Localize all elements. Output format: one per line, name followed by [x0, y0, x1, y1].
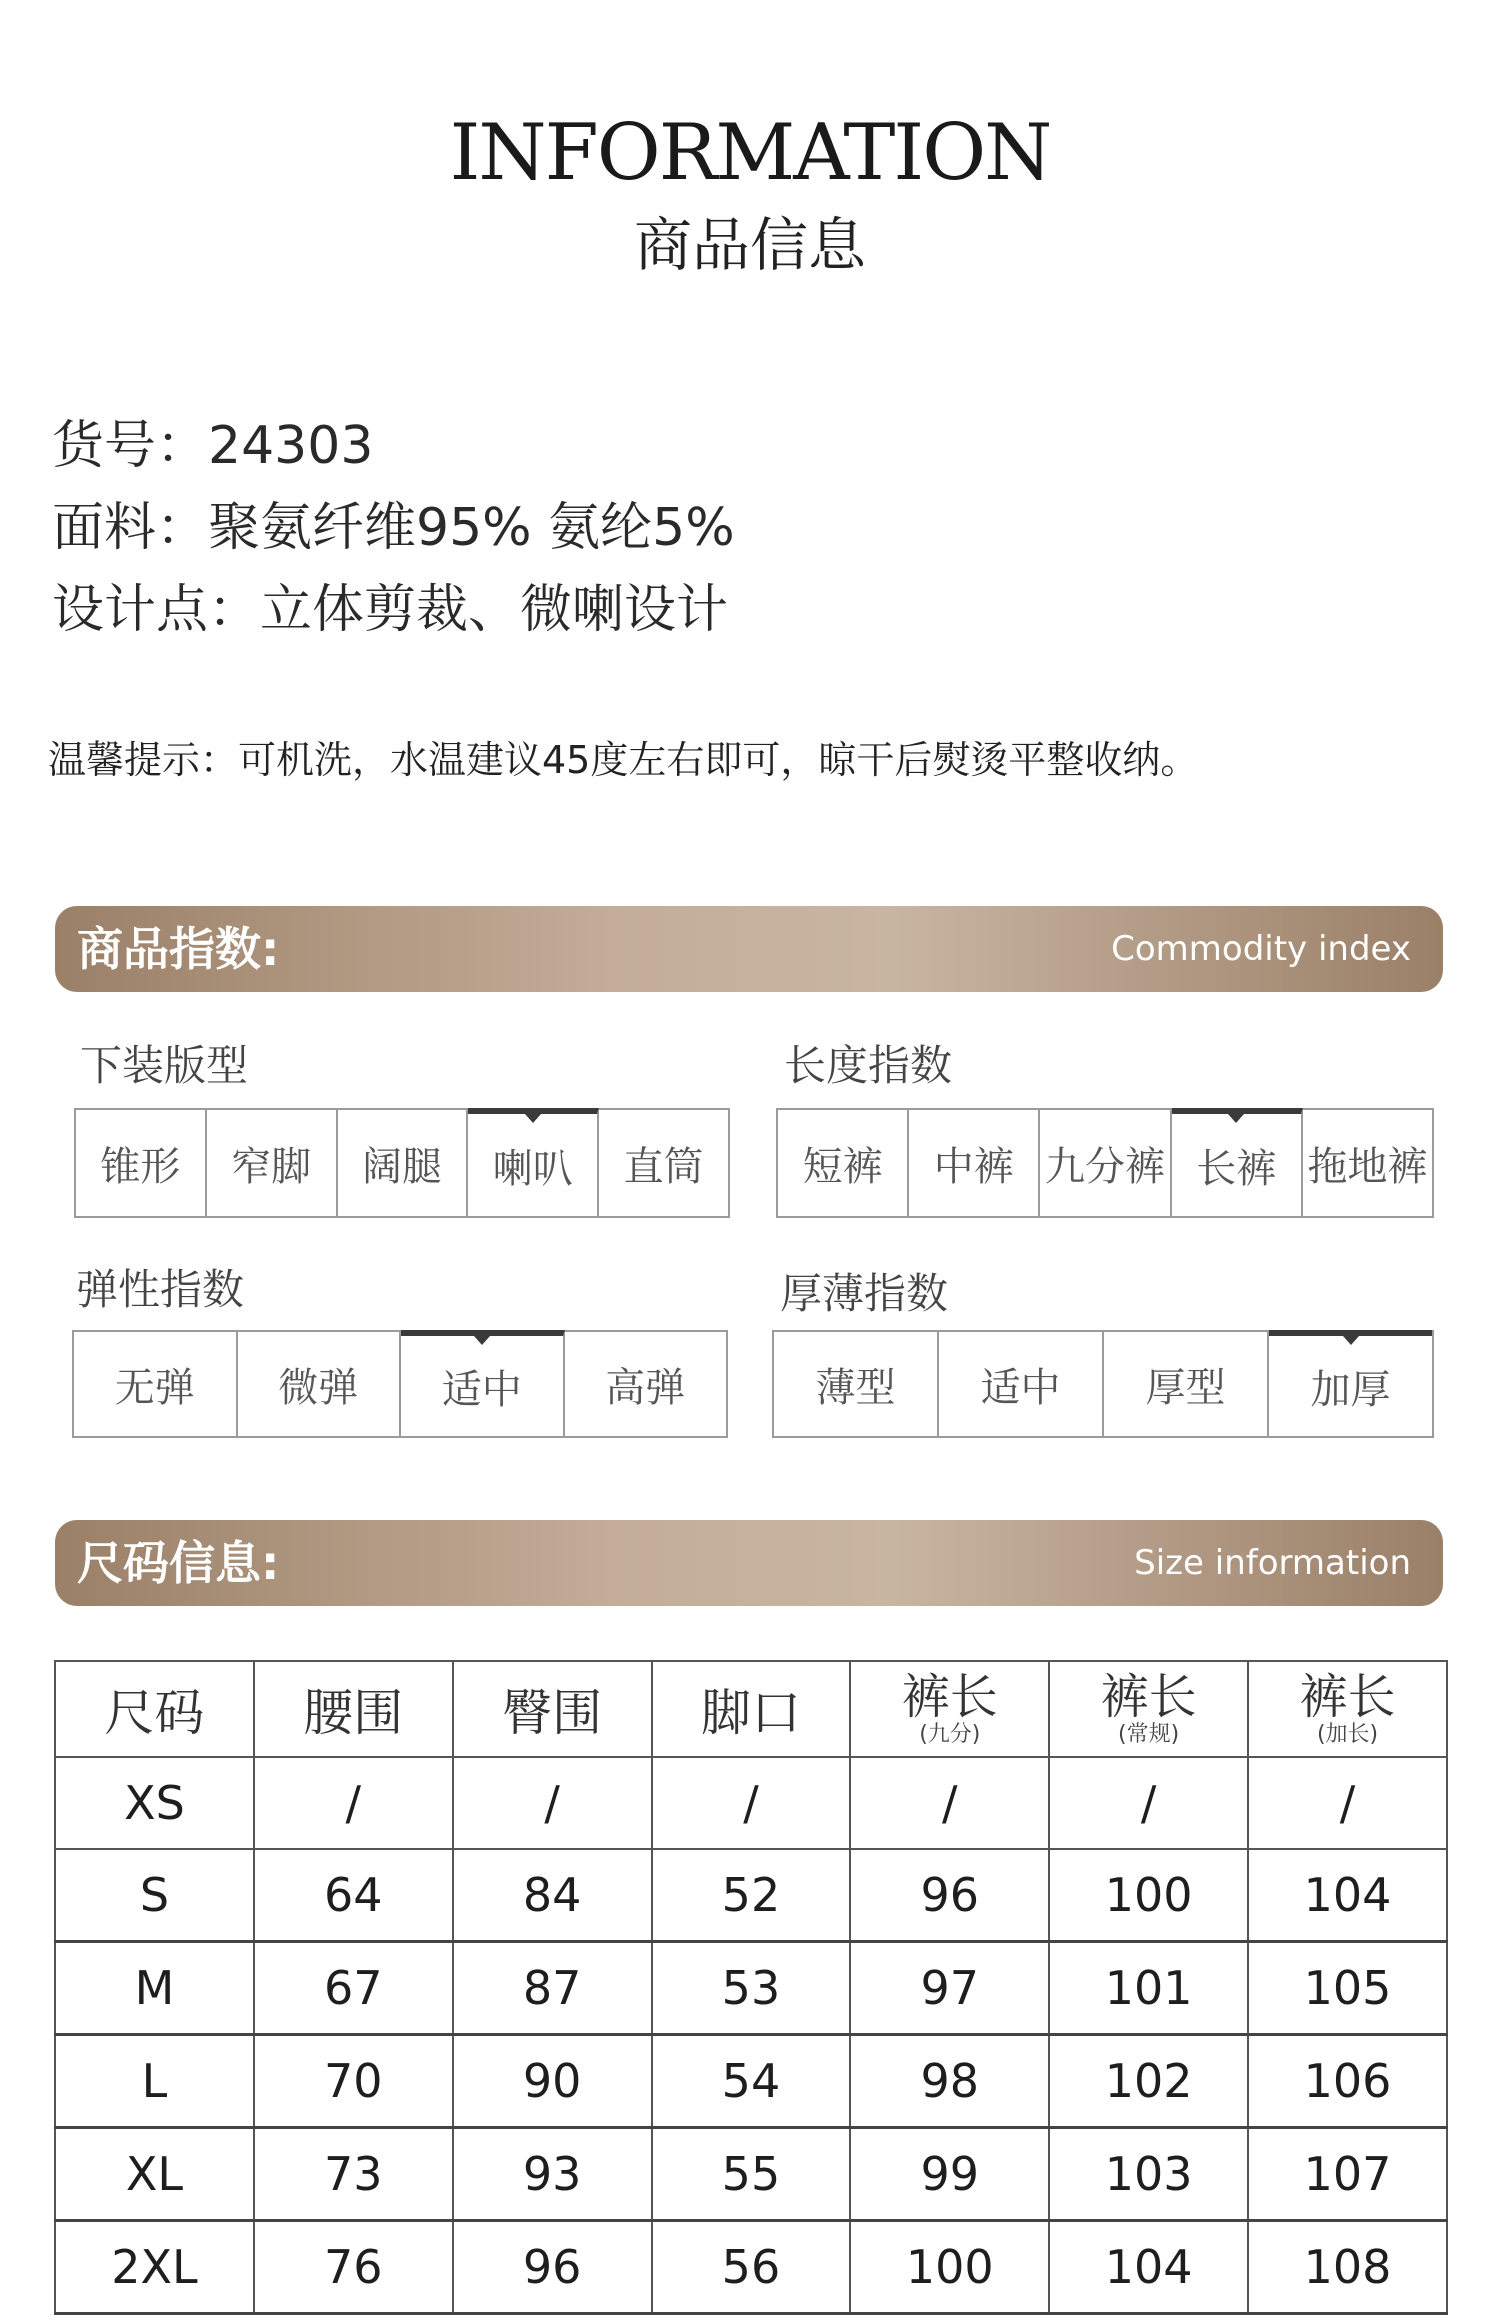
header-hip: 臀围 — [453, 1661, 652, 1757]
group-label-fit: 下装版型 — [80, 1041, 249, 1090]
group-label-thickness: 厚薄指数 — [780, 1269, 949, 1318]
fabric-info: 面料：聚氨纤维95% 氨纶5% — [52, 498, 735, 558]
option-narrow: 窄脚 — [207, 1110, 338, 1216]
size-info-subtitle: Size information — [1134, 1543, 1411, 1583]
table-cell: XL — [55, 2128, 254, 2221]
fit-options — [74, 1108, 730, 1218]
table-row — [55, 1849, 1447, 1942]
care-tip: 温馨提示：可机洗，水温建议45度左右即可，晾干后熨烫平整收纳。 — [48, 738, 1199, 782]
table-cell: 99 — [850, 2128, 1049, 2221]
header-leg-opening: 脚口 — [652, 1661, 851, 1757]
table-cell: 105 — [1248, 1942, 1447, 2035]
table-cell: S — [55, 1849, 254, 1942]
commodity-index-title: 商品指数: — [77, 922, 280, 976]
table-cell: 103 — [1049, 2128, 1248, 2221]
table-cell: 108 — [1248, 2221, 1447, 2314]
table-cell: 104 — [1049, 2221, 1248, 2314]
table-cell: 64 — [254, 1849, 453, 1942]
design-info: 设计点：立体剪裁、微喇设计 — [52, 580, 729, 640]
table-row — [55, 1942, 1447, 2035]
table-cell: 73 — [254, 2128, 453, 2221]
table-cell: 98 — [850, 2035, 1049, 2128]
table-cell: XS — [55, 1757, 254, 1849]
page-title-en: INFORMATION — [449, 108, 1051, 198]
table-row — [55, 2035, 1447, 2128]
table-cell: 93 — [453, 2128, 652, 2221]
size-table — [54, 1660, 1448, 2315]
table-cell: / — [1248, 1757, 1447, 1849]
option-full-length: 长裤 — [1172, 1108, 1303, 1216]
table-cell: 101 — [1049, 1942, 1248, 2035]
table-cell: 76 — [254, 2221, 453, 2314]
option-medium-stretch: 适中 — [401, 1330, 565, 1436]
table-cell: 106 — [1248, 2035, 1447, 2128]
option-thick: 厚型 — [1104, 1332, 1269, 1436]
table-cell: 54 — [652, 2035, 851, 2128]
option-high-stretch: 高弹 — [605, 1364, 686, 1411]
table-cell: M — [55, 1942, 254, 2035]
group-label-length: 长度指数 — [784, 1041, 953, 1090]
table-cell: L — [55, 2035, 254, 2128]
elasticity-options — [72, 1330, 728, 1438]
item-number: 货号：24303 — [52, 416, 374, 476]
table-cell: / — [652, 1757, 851, 1849]
table-cell: 107 — [1248, 2128, 1447, 2221]
option-extra-thick: 加厚 — [1269, 1330, 1432, 1436]
option-slight-stretch: 微弹 — [238, 1332, 402, 1436]
header-length-regular: 裤长 (常规) — [1049, 1661, 1248, 1757]
page-title-cn: 商品信息 — [633, 211, 866, 279]
header-size: 尺码 — [55, 1661, 254, 1757]
table-cell: 96 — [850, 1849, 1049, 1942]
option-ankle: 九分裤 — [1040, 1110, 1171, 1216]
table-cell: 87 — [453, 1942, 652, 2035]
table-row — [55, 2128, 1447, 2221]
option-flare: 喇叭 — [468, 1108, 599, 1216]
option-shorts: 短裤 — [778, 1110, 909, 1216]
table-cell: 67 — [254, 1942, 453, 2035]
table-cell: 2XL — [55, 2221, 254, 2314]
table-row — [55, 2221, 1447, 2314]
table-cell: 100 — [1049, 1849, 1248, 1942]
table-cell: / — [453, 1757, 652, 1849]
length-options — [776, 1108, 1434, 1218]
option-tapered: 锥形 — [76, 1110, 207, 1216]
table-cell: 53 — [652, 1942, 851, 2035]
group-label-elasticity: 弹性指数 — [76, 1265, 245, 1314]
table-cell: / — [254, 1757, 453, 1849]
option-thin: 薄型 — [774, 1332, 939, 1436]
table-cell: / — [850, 1757, 1049, 1849]
option-wide-leg: 阔腿 — [338, 1110, 469, 1216]
header-length-long: 裤长 (加长) — [1248, 1661, 1447, 1757]
table-cell: 84 — [453, 1849, 652, 1942]
header-waist: 腰围 — [254, 1661, 453, 1757]
table-cell: 96 — [453, 2221, 652, 2314]
table-cell: 90 — [453, 2035, 652, 2128]
option-floor-length: 拖地裤 — [1307, 1143, 1428, 1190]
table-row — [55, 1757, 1447, 1849]
table-cell: 104 — [1248, 1849, 1447, 1942]
size-table-header — [55, 1661, 1447, 1757]
size-info-banner — [55, 1520, 1443, 1606]
table-cell: 52 — [652, 1849, 851, 1942]
header-length-ankle: 裤长 (九分) — [850, 1661, 1049, 1757]
commodity-index-banner — [55, 906, 1443, 992]
option-capri: 中裤 — [909, 1110, 1040, 1216]
table-cell: / — [1049, 1757, 1248, 1849]
commodity-index-subtitle: Commodity index — [1111, 929, 1411, 969]
option-medium: 适中 — [939, 1332, 1104, 1436]
table-cell: 55 — [652, 2128, 851, 2221]
table-cell: 56 — [652, 2221, 851, 2314]
option-no-stretch: 无弹 — [74, 1332, 238, 1436]
table-cell: 97 — [850, 1942, 1049, 2035]
size-info-title: 尺码信息: — [77, 1536, 280, 1590]
table-cell: 100 — [850, 2221, 1049, 2314]
table-cell: 102 — [1049, 2035, 1248, 2128]
table-cell: 70 — [254, 2035, 453, 2128]
option-straight: 直筒 — [623, 1143, 704, 1190]
thickness-options — [772, 1330, 1434, 1438]
